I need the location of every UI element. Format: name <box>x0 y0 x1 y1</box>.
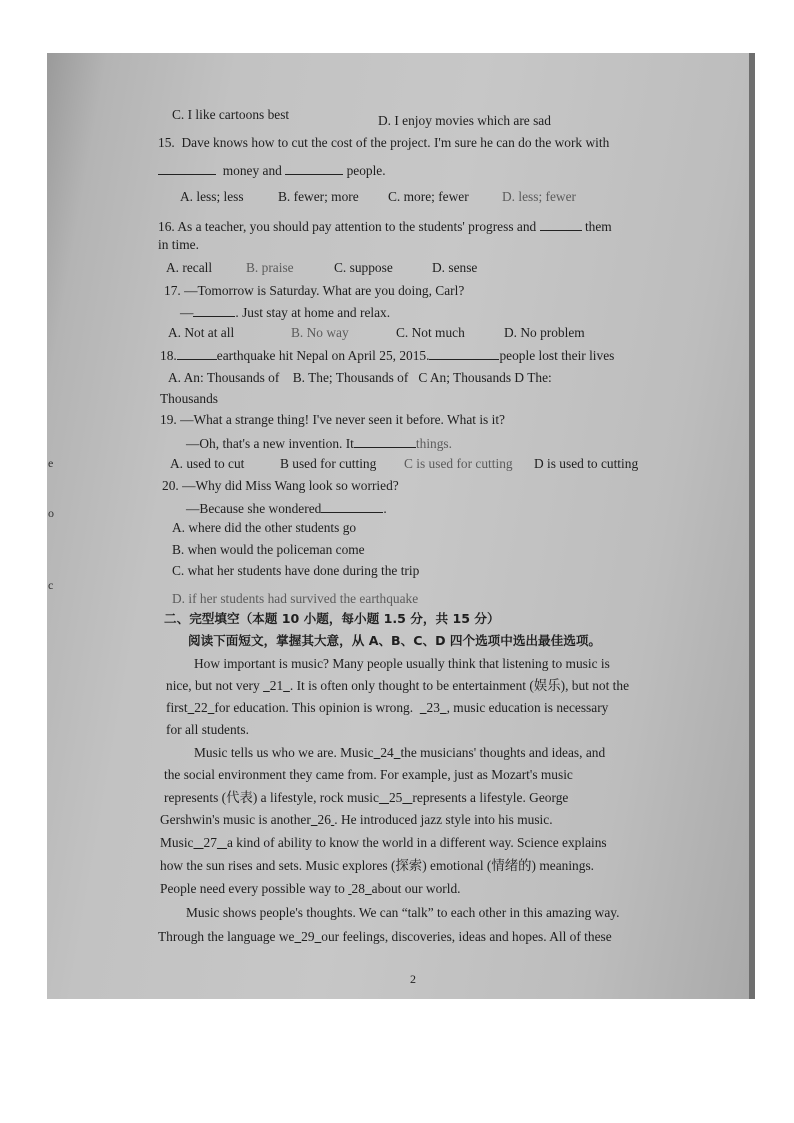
q15-options: A. less; less B. fewer; more C. more; fewer D. less; fewer <box>180 189 576 204</box>
q20-option-a: A. where did the other students go <box>172 520 357 535</box>
q17-stem-line2: — . Just stay at home and relax. <box>180 302 390 322</box>
q14-option-c: C. I like cartoons best <box>172 107 290 122</box>
q19-stem-line2: —Oh, that's a new invention. It things. <box>186 433 452 453</box>
passage-line-5: Music tells us who we are. Music 24 the musicians' thoughts and ideas, and <box>194 745 606 760</box>
section2-heading: 二、完型填空（本题 10 小题，每小题 1.5 分，共 15 分） <box>164 611 500 626</box>
passage-line-8: Gershwin's music is another 26 . He introduced jazz style into his music. <box>160 812 553 827</box>
blank-25: 25 <box>388 790 403 805</box>
q19-options: A. used to cut B used for cutting C is used for cutting D is used to cutting <box>170 456 639 471</box>
margin-mark-e: e <box>48 456 54 470</box>
q20-option-b: B. when would the policeman come <box>172 542 365 557</box>
q16-stem-line1: 16. As a teacher, you should pay attention to the students' progress and them <box>158 216 612 236</box>
q17-stem-line1: 17. —Tomorrow is Saturday. What are you doing, Carl? <box>164 283 465 298</box>
blank-29: 29 <box>301 929 315 944</box>
q17-options: A. Not at all B. No way C. Not much D. No problem <box>168 325 585 340</box>
q19-stem-line1: 19. —What a strange thing! I've never seen it before. What is it? <box>160 412 505 427</box>
page-number: 2 <box>410 972 416 986</box>
blank-24: 24 <box>380 745 394 760</box>
q20-option-c: C. what her students have done during the trip <box>172 563 420 578</box>
passage-line-6: the social environment they came from. For example, just as Mozart's music <box>164 767 573 782</box>
section2-instruction: 阅读下面短文，掌握其大意，从 A、B、C、D 四个选项中选出最佳选项。 <box>188 633 602 648</box>
q20-stem-line1: 20. —Why did Miss Wang look so worried? <box>162 478 399 493</box>
q20-stem-line2: —Because she wondered . <box>186 498 387 518</box>
q18-options-line2: Thousands <box>160 391 219 406</box>
q16-options: A. recall B. praise C. suppose D. sense <box>166 260 478 275</box>
passage-line-12: Music shows people's thoughts. We can “talk” to each other in this amazing way. <box>186 905 620 920</box>
blank-22: 22 <box>194 700 208 715</box>
blank-28: 28 <box>351 881 365 896</box>
margin-mark-c: c <box>48 578 54 592</box>
passage-line-3: first 22 for education. This opinion is wrong. 23 , music education is necessary <box>166 700 609 715</box>
blank-27: 27 <box>203 835 217 850</box>
q18-options: A. An: Thousands of B. The; Thousands of C An; Thousands D The: <box>168 370 552 385</box>
q15-stem-line1: 15. Dave knows how to cut the cost of the project. I'm sure he can do the work with <box>158 135 610 150</box>
passage-line-13: Through the language we 29 our feelings, discoveries, ideas and hopes. All of these <box>158 929 612 944</box>
q18-stem: 18. earthquake hit Nepal on April 25, 2015. people lost their lives <box>160 345 614 365</box>
passage-line-9: Music 27 a kind of ability to know the world in a different way. Science explains <box>160 835 607 850</box>
passage-line-7: represents (代表) a lifestyle, rock music 25 represents a lifestyle. George <box>164 790 569 805</box>
q15-stem-line2: money and people. <box>158 160 386 180</box>
q20-option-d: D. if her students had survived the earthquake <box>172 591 419 606</box>
blank-26: 26 <box>317 812 331 827</box>
passage-line-4: for all students. <box>166 722 249 737</box>
margin-mark-o: o <box>48 506 54 520</box>
q16-stem-line2: in time. <box>158 237 199 252</box>
blank-23: 23 <box>426 700 440 715</box>
passage-line-11: People need every possible way to 28 about our world. <box>160 881 461 896</box>
passage-line-1: How important is music? Many people usually think that listening to music is <box>194 656 610 671</box>
blank-21: 21 <box>269 678 284 693</box>
q14-option-d: D. I enjoy movies which are sad <box>378 113 551 128</box>
passage-line-10: how the sun rises and sets. Music explores (探索) emotional (情绪的) meanings. <box>160 858 595 873</box>
passage-line-2: nice, but not very 21 . It is often only thought to be entertainment (娱乐), but not the <box>166 678 630 693</box>
